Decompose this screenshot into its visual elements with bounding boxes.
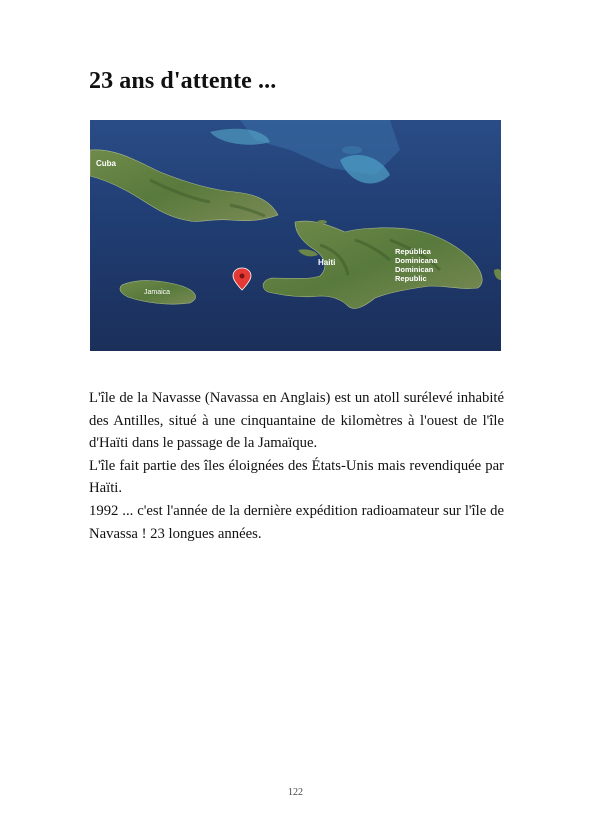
navassa-satellite-map: [90, 120, 501, 351]
map-label-dr-2: Dominicana: [395, 256, 438, 265]
map-label-haiti: Haiti: [318, 258, 336, 267]
paragraph-navassa-description: L'île de la Navasse (Navassa en Anglais) est un atoll surélevé inhabité des Antilles, situé à une cinquantaine de kilomètres à l'ouest de l'île d'Haïti dans le passage de la Jamaïque.: [89, 390, 504, 452]
small-island: [342, 146, 362, 154]
small-island: [317, 220, 327, 224]
article-body: [89, 387, 504, 545]
page-title: 23 ans d'attente ...: [89, 68, 277, 94]
paragraph-last-expedition: 1992 ... c'est l'année de la dernière expédition radioamateur sur l'île de Navassa ! 23 longues années.: [89, 502, 504, 542]
map-label-dr-1: República: [395, 247, 431, 256]
paragraph-territory-claim: L'île fait partie des îles éloignées des États-Unis mais revendiquée par Haïti.: [89, 457, 504, 497]
sea-background: [90, 120, 501, 351]
map-label-dr-3: Dominican: [395, 265, 434, 274]
map-label-cuba: Cuba: [96, 159, 116, 168]
map-label-dr-4: Republic: [395, 274, 427, 283]
map-label-jamaica: Jamaica: [144, 289, 171, 296]
page-number: 122: [288, 787, 303, 798]
